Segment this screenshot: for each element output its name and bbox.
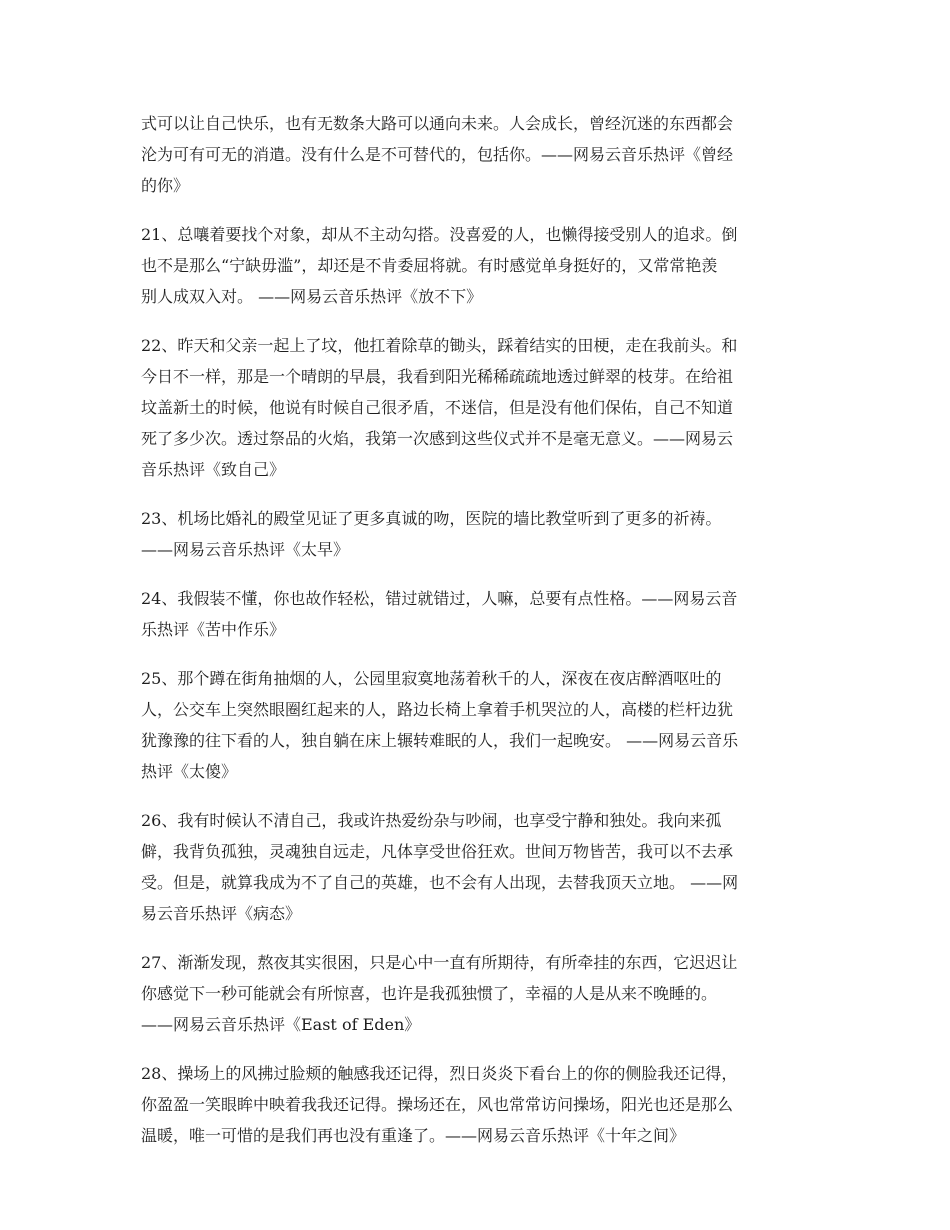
text-line: 27、渐渐发现，熬夜其实很困，只是心中一直有所期待，有所牵挂的东西，它迟迟让 bbox=[141, 953, 738, 972]
text-line: 28、操场上的风拂过脸颊的触感我还记得，烈日炎炎下看台上的你的侧脸我还记得， bbox=[141, 1064, 738, 1083]
text-line: 人，公交车上突然眼圈红起来的人，路边长椅上拿着手机哭泣的人，高楼的栏杆边犹 bbox=[141, 700, 734, 719]
text-line: 别人成双入对。 ——网易云音乐热评《放不下》 bbox=[141, 287, 483, 306]
text-line: 沦为可有可无的消遣。没有什么是不可替代的，包括你。——网易云音乐热评《曾经 bbox=[141, 145, 734, 164]
paragraph bbox=[141, 219, 809, 312]
text-line: 音乐热评《致自己》 bbox=[141, 460, 286, 479]
text-line: 23、机场比婚礼的殿堂见证了更多真诚的吻，医院的墙比教堂听到了更多的祈祷。 bbox=[141, 509, 722, 528]
paragraph bbox=[141, 503, 809, 565]
text-line: 的你》 bbox=[141, 176, 190, 195]
text-line: ——网易云音乐热评《East of Eden》 bbox=[141, 1015, 421, 1034]
text-line: 僻，我背负孤独，灵魂独自远走，凡体享受世俗狂欢。世间万物皆苦，我可以不去承 bbox=[141, 842, 734, 861]
paragraph bbox=[141, 947, 809, 1040]
text-line: 坟盖新土的时候，他说有时候自己很矛盾，不迷信，但是没有他们保佑，自己不知道 bbox=[141, 398, 734, 417]
paragraph bbox=[141, 108, 809, 201]
paragraph bbox=[141, 805, 809, 929]
paragraph bbox=[141, 1058, 809, 1151]
text-line: 26、我有时候认不清自己，我或许热爱纷杂与吵闹，也享受宁静和独处。我向来孤 bbox=[141, 811, 722, 830]
text-line: 25、那个蹲在街角抽烟的人，公园里寂寞地荡着秋千的人，深夜在夜店醉酒呕吐的 bbox=[141, 669, 722, 688]
text-line: 今日不一样，那是一个晴朗的早晨，我看到阳光稀稀疏疏地透过鲜翠的枝芽。在给祖 bbox=[141, 367, 734, 386]
paragraph bbox=[141, 663, 809, 787]
text-line: 温暖，唯一可惜的是我们再也没有重逢了。——网易云音乐热评《十年之间》 bbox=[141, 1126, 686, 1145]
paragraph bbox=[141, 330, 809, 485]
text-line: 22、昨天和父亲一起上了坟，他扛着除草的锄头，踩着结实的田梗，走在我前头。和 bbox=[141, 336, 738, 355]
text-line: 也不是那么“宁缺毋滥”，却还是不肯委屈将就。有时感觉单身挺好的，又常常艳羡 bbox=[141, 256, 718, 275]
text-line: 受。但是，就算我成为不了自己的英雄，也不会有人出现，去替我顶天立地。 ——网 bbox=[141, 873, 739, 892]
text-line: 热评《太傻》 bbox=[141, 762, 238, 781]
text-line: 21、总嚷着要找个对象，却从不主动勾搭。没喜爱的人，也懒得接受别人的追求。倒 bbox=[141, 225, 738, 244]
text-line: 式可以让自己快乐，也有无数条大路可以通向未来。人会成长，曾经沉迷的东西都会 bbox=[141, 114, 734, 133]
text-line: 死了多少次。透过祭品的火焰，我第一次感到这些仪式并不是毫无意义。——网易云 bbox=[141, 429, 734, 448]
text-line: 易云音乐热评《病态》 bbox=[141, 904, 302, 923]
paragraph bbox=[141, 583, 809, 645]
text-line: 你感觉下一秒可能就会有所惊喜，也许是我孤独惯了，幸福的人是从来不晚睡的。 bbox=[141, 984, 718, 1003]
text-line: 你盈盈一笑眼眸中映着我我还记得。操场还在，风也常常访问操场，阳光也还是那么 bbox=[141, 1095, 734, 1114]
text-line: 24、我假装不懂，你也故作轻松，错过就错过，人嘛，总要有点性格。——网易云音 bbox=[141, 589, 738, 608]
document-body bbox=[141, 108, 809, 1169]
text-line: 犹豫豫的往下看的人，独自躺在床上辗转难眠的人，我们一起晚安。 ——网易云音乐 bbox=[141, 731, 739, 750]
text-line: ——网易云音乐热评《太早》 bbox=[141, 540, 350, 559]
text-line: 乐热评《苦中作乐》 bbox=[141, 620, 286, 639]
